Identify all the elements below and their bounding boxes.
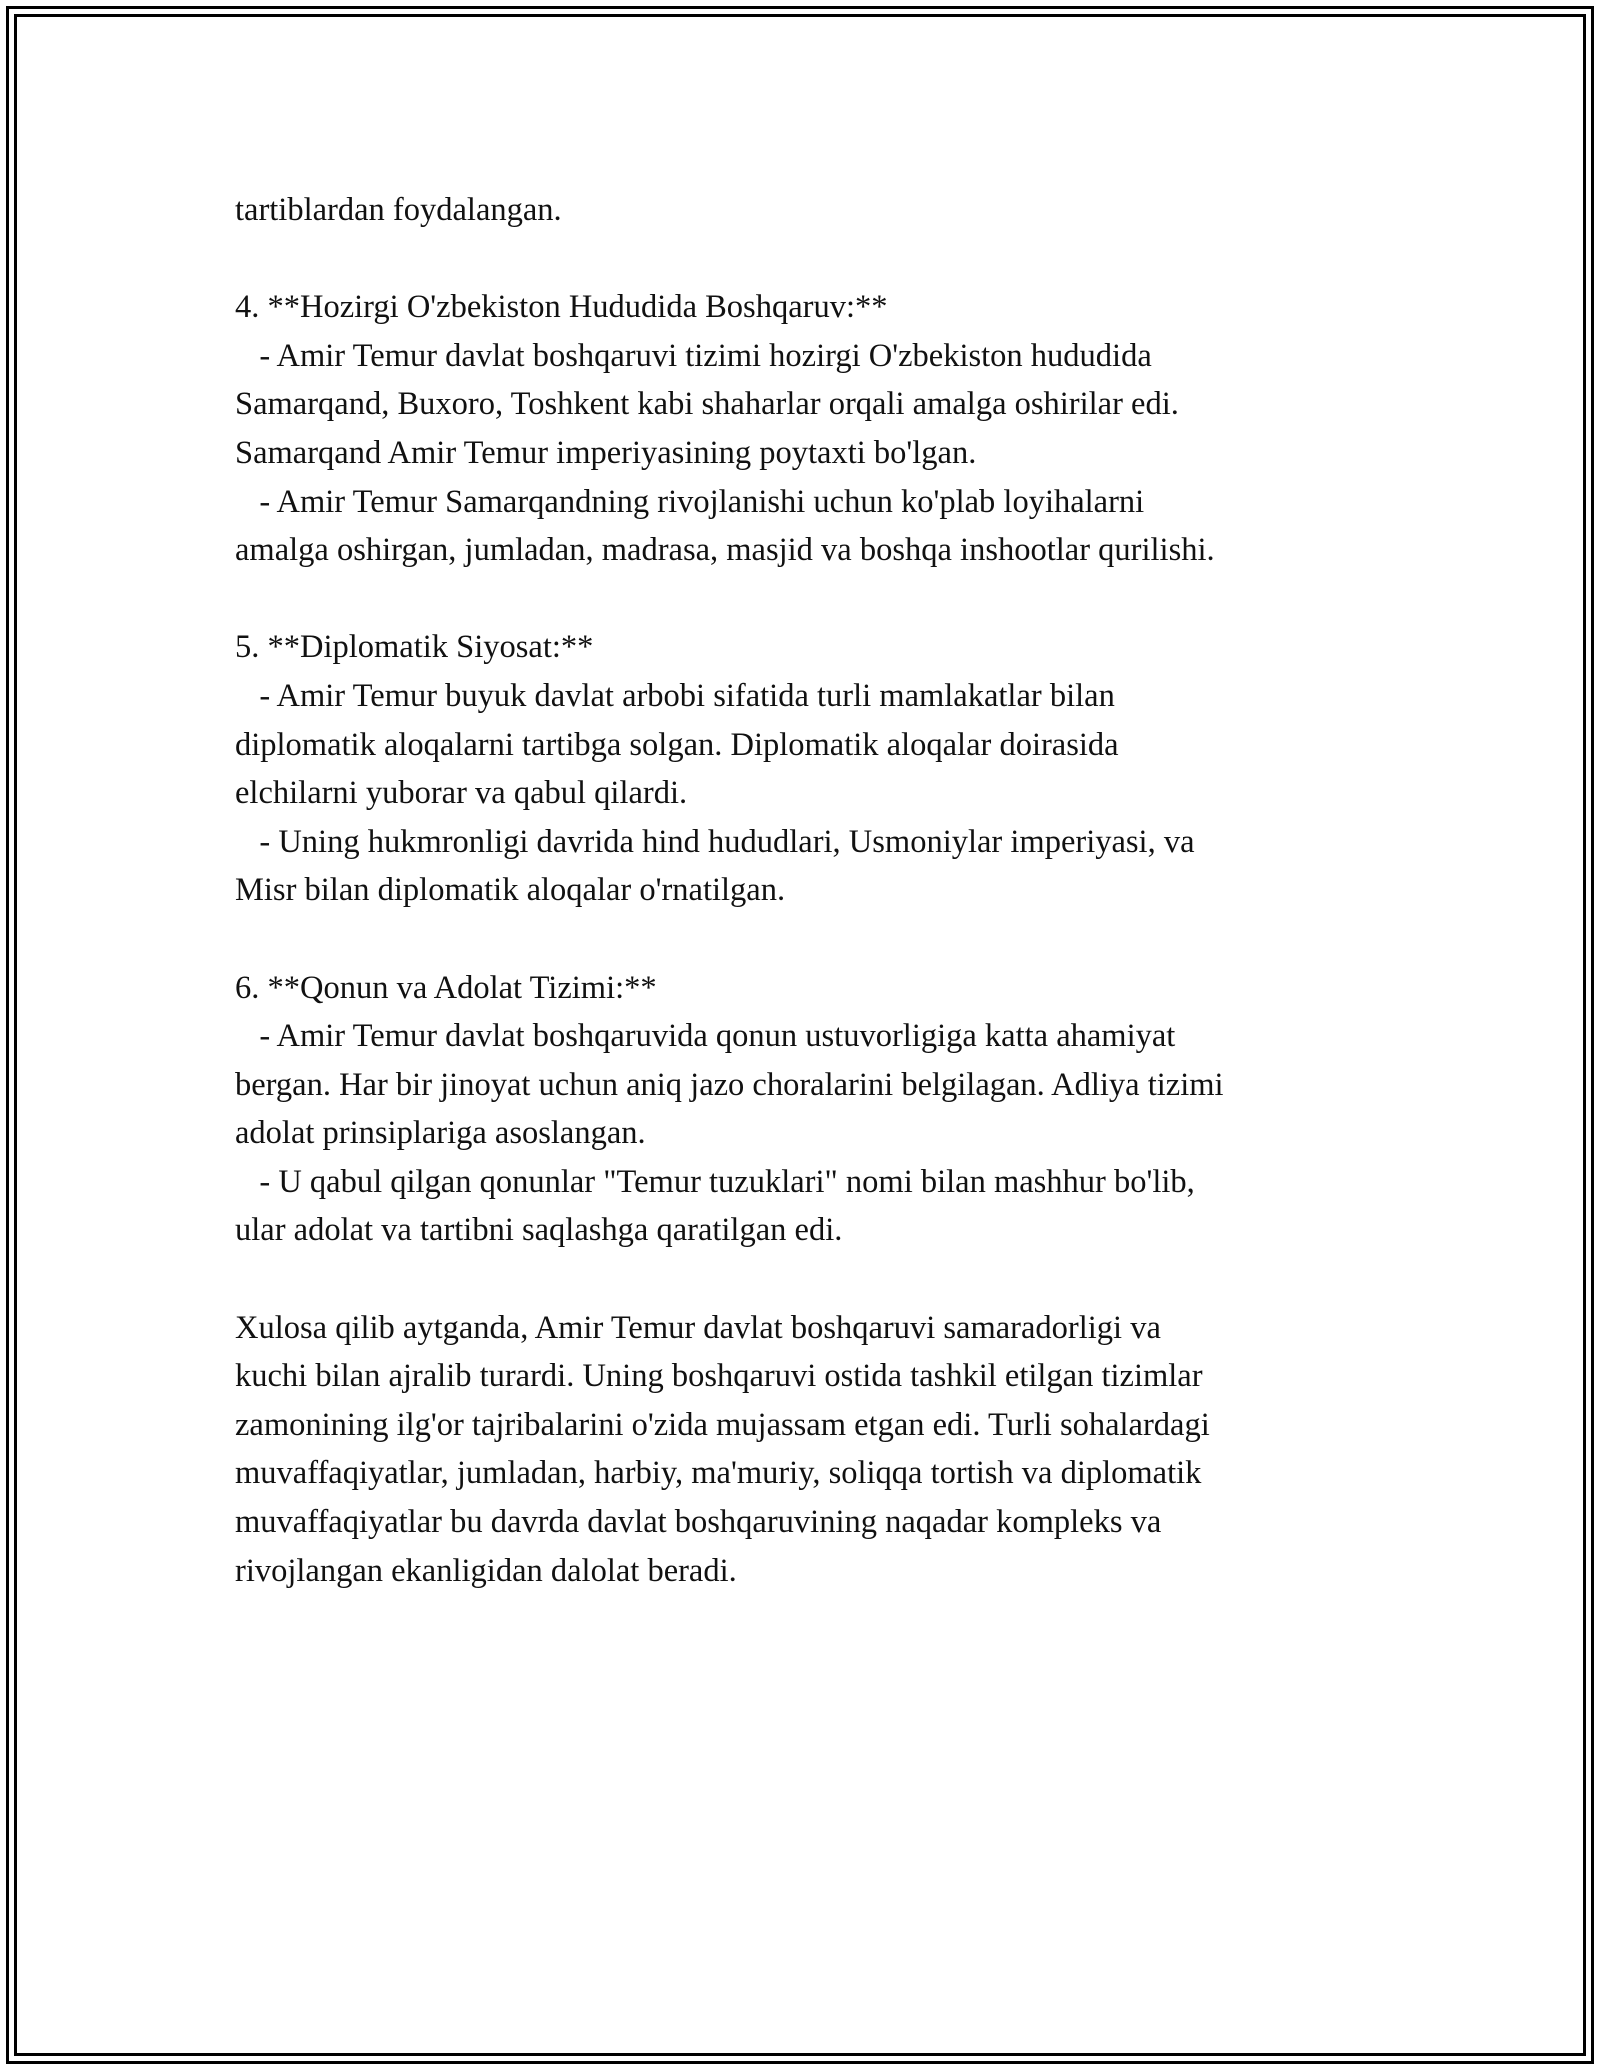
section-line: elchilarni yuborar va qabul qilardi.: [235, 775, 688, 812]
conclusion-line: rivojlangan ekanligidan dalolat beradi.: [235, 1552, 737, 1589]
conclusion-line: muvaffaqiyatlar bu davrda davlat boshqaruvining naqadar kompleks va: [235, 1504, 1162, 1541]
section-line: Misr bilan diplomatik aloqalar o'rnatilgan.: [235, 872, 786, 909]
section-line: - Amir Temur buyuk davlat arbobi sifatida turli mamlakatlar bilan: [235, 677, 1115, 714]
section-heading: 6. **Qonun va Adolat Tizimi:**: [235, 969, 657, 1006]
section-line: adolat prinsiplariga asoslangan.: [235, 1115, 646, 1152]
section-line: - Amir Temur Samarqandning rivojlanishi uchun ko'plab loyihalarni: [235, 483, 1145, 520]
section-5: [235, 623, 1375, 915]
section-line: - Amir Temur davlat boshqaruvi tizimi hozirgi O'zbekiston hududida: [235, 337, 1152, 374]
section-6: [235, 964, 1375, 1256]
conclusion-line: muvaffaqiyatlar, jumladan, harbiy, ma'muriy, soliqqa tortish va diplomatik: [235, 1455, 1202, 1492]
section-line: amalga oshirgan, jumladan, madrasa, masjid va boshqa inshootlar qurilishi.: [235, 532, 1215, 569]
section-line: - Amir Temur davlat boshqaruvida qonun ustuvorligiga katta ahamiyat: [235, 1018, 1176, 1055]
paragraph-gap: [235, 575, 1375, 624]
paragraph-gap: [235, 1255, 1375, 1304]
document-body: [235, 186, 1375, 1595]
section-heading: 4. **Hozirgi O'zbekiston Hududida Boshqaruv:**: [235, 289, 888, 326]
continuation-text: tartiblardan foydalangan.: [235, 192, 562, 228]
section-line: - U qabul qilgan qonunlar "Temur tuzuklari" nomi bilan mashhur bo'lib,: [235, 1163, 1195, 1200]
section-line: bergan. Har bir jinoyat uchun aniq jazo choralarini belgilagan. Adliya tizimi: [235, 1066, 1224, 1103]
section-line: Samarqand Amir Temur imperiyasining poytaxti bo'lgan.: [235, 434, 977, 471]
paragraph-gap: [235, 235, 1375, 284]
section-line: Samarqand, Buxoro, Toshkent kabi shaharlar orqali amalga oshirilar edi.: [235, 386, 1179, 423]
section-heading: 5. **Diplomatik Siyosat:**: [235, 629, 594, 666]
conclusion-line: Xulosa qilib aytganda, Amir Temur davlat boshqaruvi samaradorligi va: [235, 1309, 1161, 1346]
paragraph-gap: [235, 915, 1375, 964]
section-4: [235, 283, 1375, 575]
section-line: - Uning hukmronligi davrida hind hududlari, Usmoniylar imperiyasi, va: [235, 823, 1195, 860]
section-line: ular adolat va tartibni saqlashga qaratilgan edi.: [235, 1212, 843, 1249]
conclusion-paragraph: [235, 1304, 1375, 1596]
section-line: diplomatik aloqalarni tartibga solgan. Diplomatik aloqalar doirasida: [235, 726, 1119, 763]
conclusion-line: zamonining ilg'or tajribalarini o'zida mujassam etgan edi. Turli sohalardagi: [235, 1406, 1210, 1443]
conclusion-line: kuchi bilan ajralib turardi. Uning boshqaruvi ostida tashkil etilgan tizimlar: [235, 1358, 1203, 1395]
